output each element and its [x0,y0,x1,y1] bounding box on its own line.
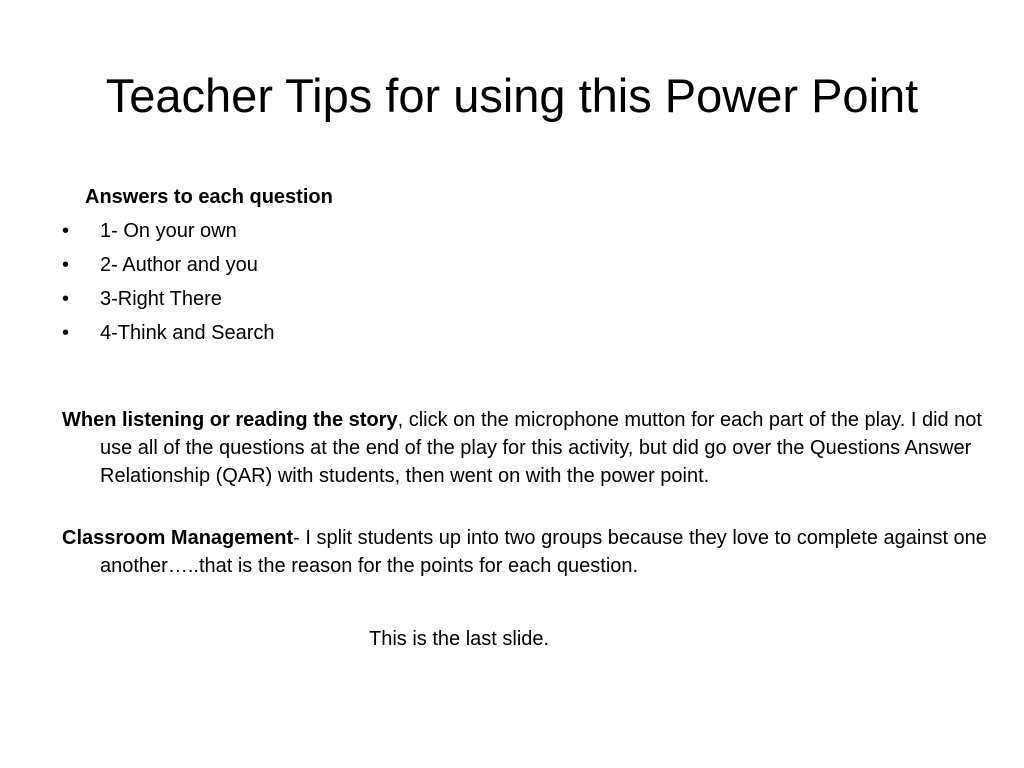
listening-body: , click on the microphone mutton for each part of the play. I did not use all of the questions at the end of the play for this activity, but did go over the Questions Answer Relationship (QAR) with students, then went on with the power point. [100,409,982,487]
listening-bold-lead: When listening or reading the story [62,409,398,431]
classroom-management-paragraph [62,524,1000,580]
bullet-icon: • [62,288,70,310]
answer-text: 2- Author and you [100,254,258,276]
last-slide-note: This is the last slide. [369,628,550,650]
classroom-bold-lead: Classroom Management [62,527,294,549]
bullet-icon: • [62,220,70,242]
listening-paragraph [62,406,1000,490]
bullet-icon: • [62,322,70,344]
answers-heading: Answers to each question [85,186,333,208]
bullet-icon: • [62,254,70,276]
classroom-body: - I split students up into two groups because they love to complete against one another…..that is the reason for the points for each question. [100,527,987,577]
answer-text: 1- On your own [100,220,237,242]
answer-text: 3-Right There [100,288,222,310]
slide-title: Teacher Tips for using this Power Point [105,69,919,122]
answer-text: 4-Think and Search [100,322,275,344]
